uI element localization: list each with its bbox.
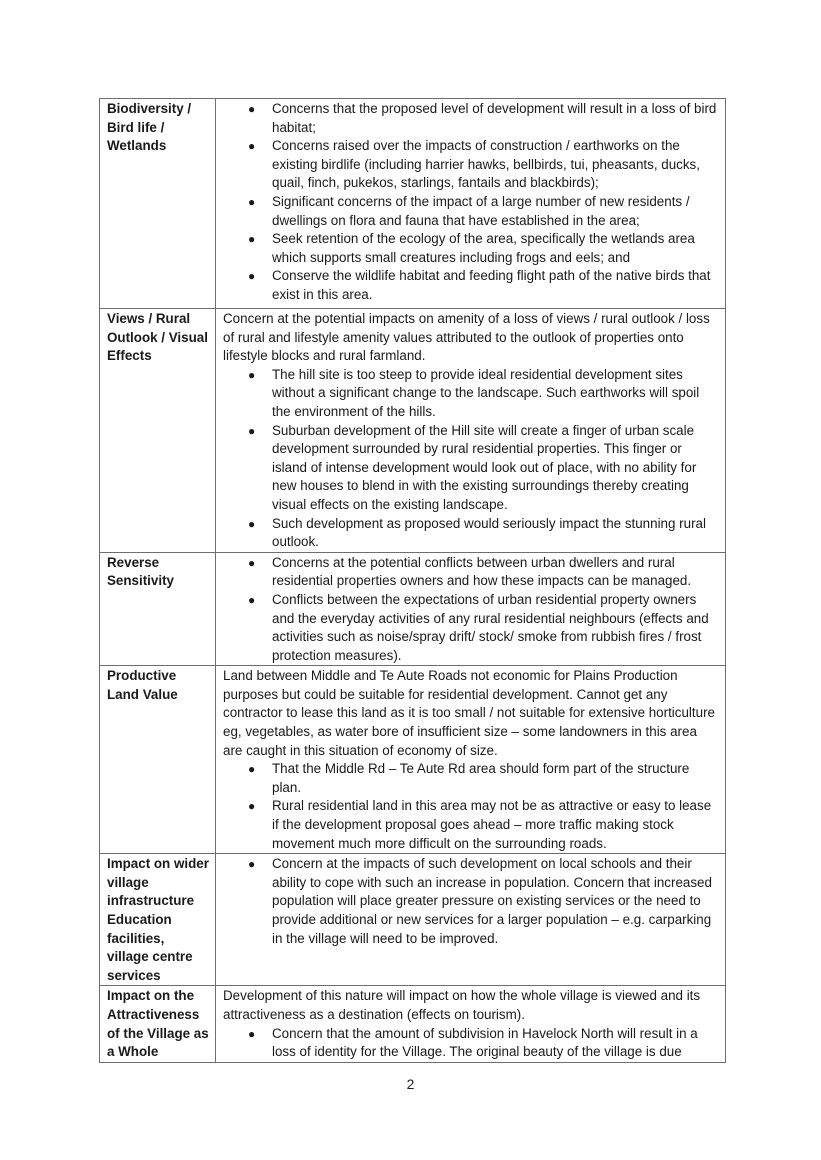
list-item (248, 554, 719, 591)
table-row-village-infrastructure (100, 854, 726, 986)
bullet-list (223, 100, 719, 305)
content-cell (216, 986, 726, 1062)
bullet-list (223, 554, 719, 666)
list-item (248, 1025, 719, 1062)
topic-cell: Views / Rural Outlook / Visual Effects (100, 309, 216, 553)
content-cell (216, 666, 726, 854)
list-item (248, 193, 719, 230)
bullet-text: Concerns that the proposed level of development will result in a loss of bird habitat; (272, 101, 717, 135)
topic-cell: Biodiversity / Bird life / Wetlands (100, 99, 216, 309)
bullet-icon: ● (248, 592, 256, 607)
bullet-icon: ● (248, 857, 256, 872)
bullet-text: Suburban development of the Hill site will create a finger of urban scale development surrounded by rural residential properties. This finger or island of intense development would look out of place, with no ability for new houses to blend in with the existing surroundings thereby creating visual effects on the existing landscape. (272, 422, 697, 512)
bullet-list (223, 855, 719, 948)
bullet-text: That the Middle Rd – Te Aute Rd area should form part of the structure plan. (272, 761, 690, 795)
intro-paragraph: Land between Middle and Te Aute Roads not economic for Plains Production purposes but could be suitable for residential development. Cannot get any contractor to lease this land as it is too small / not suitable for extensive horticulture eg, vegetables, as water bore of insufficient size – some landowners in this area are caught in this situation of economy of size. (223, 668, 715, 758)
topic-cell: Reverse Sensitivity (100, 552, 216, 666)
content-cell (216, 99, 726, 309)
table-row-biodiversity (100, 99, 726, 309)
bullet-text: Concerns raised over the impacts of construction / earthworks on the existing birdlife (including harrier hawks, bellbirds, tui, pheasants, ducks, quail, finch, pukekos, starlings, fantails and blackbirds); (272, 138, 700, 191)
list-item (248, 760, 719, 797)
list-item (248, 591, 719, 665)
list-item (248, 797, 719, 853)
list-item (248, 515, 719, 552)
list-item (248, 267, 719, 304)
table-row-views (100, 309, 726, 553)
bullet-text: Concern at the impacts of such development on local schools and their ability to cope with such an increase in population. Concern that increased population will place greater pressure on existing services or the need to provide additional or new services for a larger population – e.g. carparking in the village will need to be improved. (272, 856, 712, 946)
bullet-text: Rural residential land in this area may not be as attractive or easy to lease if the development proposal goes ahead – more traffic making stock movement much more difficult on the surrounding roads. (272, 798, 712, 851)
content-cell (216, 309, 726, 553)
bullet-text: Conserve the wildlife habitat and feeding flight path of the native birds that exist in this area. (272, 268, 711, 302)
list-item (248, 855, 719, 948)
bullet-icon: ● (248, 516, 256, 531)
intro-paragraph: Concern at the potential impacts on amenity of a loss of views / rural outlook / loss of rural and lifestyle amenity values attributed to the outlook of properties onto lifestyle blocks and rural farmland. (223, 311, 710, 364)
bullet-icon: ● (248, 799, 256, 814)
page-number: 2 (406, 1076, 415, 1092)
topic-cell: Impact on wider village infrastructure Education facilities, village centre services (100, 854, 216, 986)
intro-paragraph: Development of this nature will impact on how the whole village is viewed and its attractiveness as a destination (effects on tourism). (223, 988, 701, 1022)
bullet-text: Concerns at the potential conflicts between urban dwellers and rural residential properties owners and how these impacts can be managed. (272, 554, 692, 589)
list-item (248, 422, 719, 515)
topic-cell: Productive Land Value (100, 666, 216, 854)
table-row-reverse-sensitivity (100, 552, 726, 666)
bullet-icon: ● (248, 102, 256, 116)
topic-cell: Impact on the Attractiveness of the Village as a Whole (100, 986, 216, 1062)
concerns-table (99, 98, 726, 1063)
bullet-text: Such development as proposed would seriously impact the stunning rural outlook. (272, 515, 706, 550)
list-item (248, 230, 719, 267)
bullet-text: Conflicts between the expectations of urban residential property owners and the everyday activities of any rural residential neighbours (effects and activities such as noise/spray drift/ stock/ smoke from rubbish fires / frost protection measures). (272, 591, 709, 663)
bullet-list (223, 760, 719, 853)
bullet-icon: ● (248, 269, 256, 284)
bullet-icon: ● (248, 423, 256, 438)
table-row-village-attractiveness (100, 986, 726, 1062)
bullet-icon: ● (248, 555, 256, 570)
bullet-icon: ● (248, 194, 256, 209)
concerns-table-body (100, 99, 726, 1063)
bullet-icon: ● (248, 1026, 256, 1041)
bullet-list (223, 1025, 719, 1062)
bullet-icon: ● (248, 762, 256, 777)
bullet-icon: ● (248, 367, 256, 382)
bullet-icon: ● (248, 232, 256, 247)
content-cell (216, 552, 726, 666)
bullet-text: Significant concerns of the impact of a large number of new residents / dwellings on flora and fauna that have established in the area; (272, 193, 690, 228)
list-item (248, 100, 719, 137)
list-item (248, 366, 719, 422)
bullet-text: Seek retention of the ecology of the area, specifically the wetlands area which supports small creatures including frogs and eels; and (272, 231, 695, 265)
bullet-list (223, 366, 719, 552)
bullet-text: Concern that the amount of subdivision in Havelock North will result in a loss of identity for the Village. The original beauty of the village is due (272, 1025, 698, 1060)
content-cell (216, 854, 726, 986)
table-row-productive-land (100, 666, 726, 854)
bullet-icon: ● (248, 139, 256, 154)
bullet-text: The hill site is too steep to provide ideal residential development sites without a significant change to the landscape. Such earthworks will spoil the environment of the hills. (272, 366, 700, 419)
list-item (248, 137, 719, 193)
